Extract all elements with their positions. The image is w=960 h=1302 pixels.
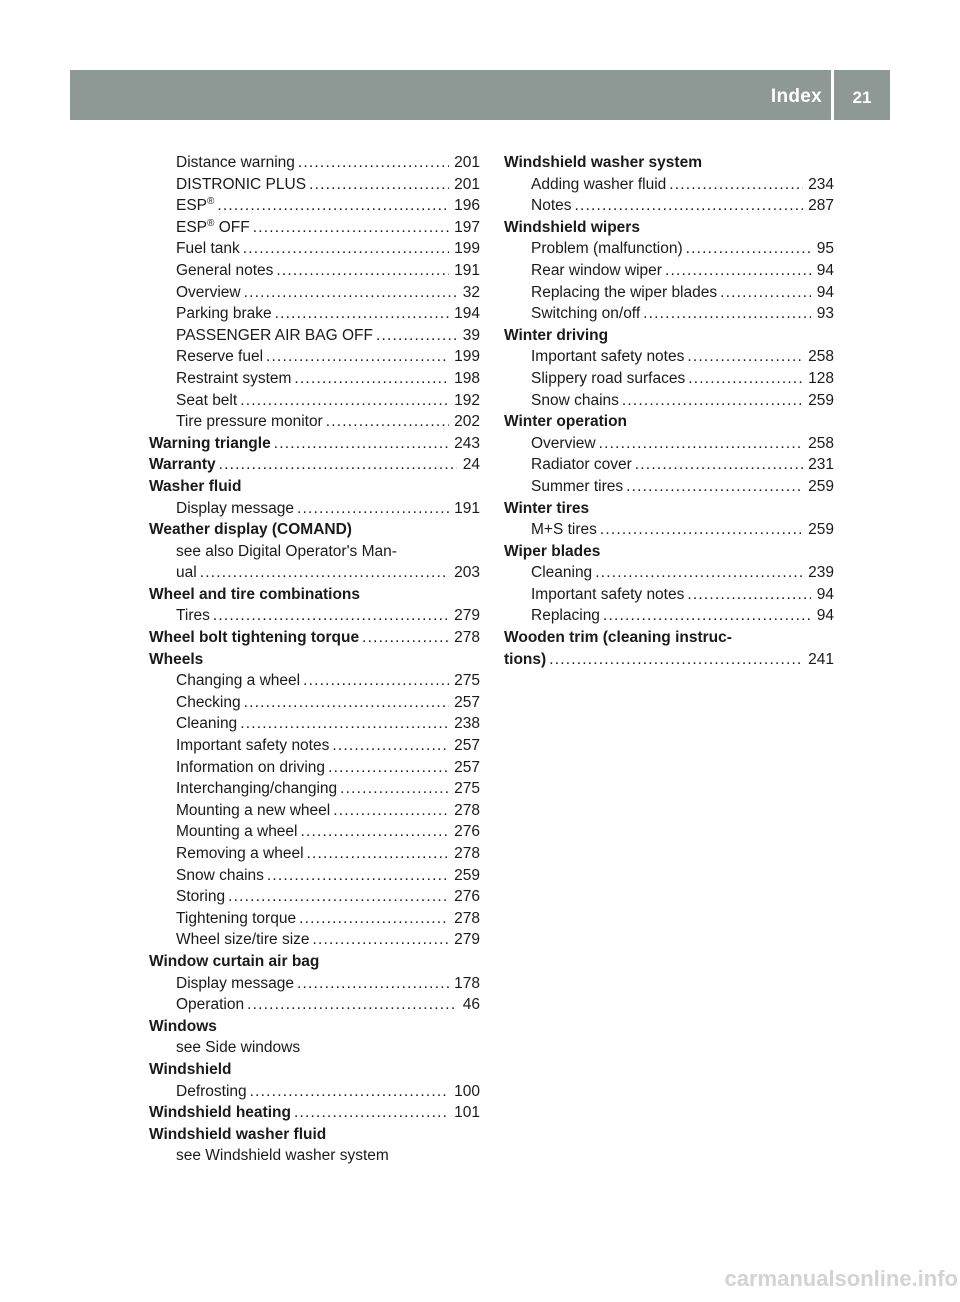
- index-subentry[interactable]: [504, 260, 834, 282]
- index-subentry[interactable]: [149, 735, 480, 757]
- entry-label: Display message: [176, 974, 295, 992]
- index-subentry[interactable]: [149, 605, 480, 627]
- entry-label: Adding washer fluid: [531, 175, 667, 193]
- entry-label: see also Digital Operator's Man-: [176, 542, 397, 560]
- index-subentry[interactable]: [149, 368, 480, 390]
- page-reference[interactable]: 194: [454, 305, 480, 323]
- dot-leader: [301, 821, 450, 843]
- entry-label: Windshield washer system: [504, 154, 702, 171]
- index-subentry[interactable]: [149, 843, 480, 865]
- page-reference[interactable]: 178: [454, 974, 480, 992]
- page-reference[interactable]: 94: [816, 607, 834, 625]
- page-reference[interactable]: 259: [808, 477, 834, 495]
- index-heading: [149, 1059, 480, 1081]
- index-subentry[interactable]: [504, 433, 834, 455]
- entry-label: see Windshield washer system: [176, 1147, 389, 1165]
- page-reference[interactable]: 279: [454, 607, 480, 625]
- page-reference[interactable]: 239: [808, 564, 834, 582]
- dot-leader: [228, 886, 449, 908]
- entry-label: Checking: [176, 693, 241, 711]
- page-reference[interactable]: 275: [454, 672, 480, 690]
- entry-label: Important safety notes: [531, 348, 685, 366]
- entry-label: Reserve fuel: [176, 348, 264, 366]
- index-column-left: [149, 152, 480, 1167]
- entry-label: Washer fluid: [149, 477, 242, 495]
- entry-label: Tires: [176, 607, 210, 625]
- dot-leader: [240, 390, 449, 412]
- entry-label: Parking brake: [176, 305, 272, 323]
- dot-leader: [219, 454, 457, 476]
- entry-label: Wiper blades: [504, 542, 601, 560]
- page-reference[interactable]: 278: [454, 845, 480, 862]
- index-heading: [149, 1124, 480, 1146]
- dot-leader: [376, 325, 457, 347]
- dot-leader: [332, 735, 449, 757]
- dot-leader: [686, 238, 811, 260]
- dot-leader: [250, 1081, 449, 1103]
- entry-label: Wooden trim (cleaning instruc-: [504, 629, 732, 647]
- index-heading: [149, 1016, 480, 1038]
- entry-label: Interchanging/changing: [176, 780, 338, 798]
- dot-leader: [247, 994, 457, 1016]
- page-reference[interactable]: 100: [454, 1082, 480, 1100]
- index-subentry[interactable]: [149, 303, 480, 325]
- entry-label: Windshield heating: [149, 1104, 291, 1122]
- index-subentry[interactable]: [149, 346, 480, 368]
- entry-label: Rear window wiper: [531, 261, 662, 279]
- page-reference[interactable]: 191: [454, 499, 480, 517]
- page-reference[interactable]: 258: [808, 348, 834, 366]
- page-reference[interactable]: 196: [454, 197, 480, 215]
- dot-leader: [275, 303, 449, 325]
- entry-label: Tire pressure monitor: [176, 413, 323, 431]
- page-reference[interactable]: 276: [454, 888, 480, 906]
- page-reference[interactable]: 238: [454, 715, 480, 733]
- index-heading: [504, 325, 834, 347]
- registered-mark: ®: [207, 217, 215, 229]
- entry-label: ESP® OFF: [176, 217, 250, 236]
- index-subentry[interactable]: [149, 692, 480, 714]
- dot-leader: [626, 476, 803, 498]
- page-reference[interactable]: 259: [808, 521, 834, 539]
- index-heading: [149, 519, 480, 541]
- dot-leader: [635, 454, 803, 476]
- dot-leader: [362, 627, 449, 649]
- index-subentry[interactable]: [149, 821, 480, 843]
- registered-mark: ®: [207, 196, 215, 208]
- page-reference[interactable]: 241: [808, 650, 834, 668]
- page-reference[interactable]: 94: [816, 585, 834, 603]
- index-subentry[interactable]: [149, 929, 480, 951]
- page-reference[interactable]: 202: [454, 413, 480, 431]
- index-subentry[interactable]: [504, 303, 834, 325]
- dot-leader: [665, 260, 811, 282]
- entry-label: Problem (malfunction): [531, 240, 683, 258]
- entry-label: Wheel and tire combinations: [149, 585, 360, 603]
- page-reference[interactable]: 231: [808, 456, 834, 474]
- dot-leader: [200, 562, 449, 584]
- index-heading[interactable]: [149, 627, 480, 649]
- dot-leader: [333, 800, 449, 822]
- page-reference[interactable]: 276: [454, 823, 480, 841]
- index-subentry[interactable]: [149, 670, 480, 692]
- dot-leader: [276, 260, 449, 282]
- page-reference[interactable]: 201: [454, 175, 480, 193]
- index-subentry[interactable]: [504, 584, 834, 606]
- page-reference[interactable]: 257: [454, 737, 480, 755]
- entry-label: Slippery road surfaces: [531, 369, 686, 387]
- dot-leader: [313, 929, 450, 951]
- index-subentry[interactable]: [149, 238, 480, 260]
- index-subentry: [149, 541, 480, 563]
- dot-leader: [687, 346, 803, 368]
- index-heading: [149, 951, 480, 973]
- dot-leader: [253, 217, 449, 239]
- dot-leader: [600, 519, 803, 541]
- dot-leader: [243, 238, 449, 260]
- index-subentry[interactable]: [149, 713, 480, 735]
- index-heading: [504, 411, 834, 433]
- dot-leader: [549, 649, 803, 671]
- index-heading: [504, 152, 834, 174]
- index-subentry: [149, 1037, 480, 1059]
- index-subentry[interactable]: [149, 865, 480, 887]
- index-heading: [504, 627, 834, 649]
- entry-label: Winter tires: [504, 499, 590, 517]
- dot-leader: [575, 195, 804, 217]
- entry-label: Mounting a new wheel: [176, 801, 331, 819]
- dot-leader: [244, 692, 450, 714]
- index-subentry[interactable]: [149, 217, 480, 239]
- entry-label: Windshield wipers: [504, 218, 640, 236]
- index-subentry[interactable]: [149, 994, 480, 1016]
- watermark: carmanualsonline.info: [724, 1266, 958, 1291]
- index-heading: [149, 649, 480, 671]
- dot-leader: [213, 605, 449, 627]
- entry-label: Windshield: [149, 1060, 232, 1078]
- entry-label: Distance warning: [176, 154, 295, 171]
- index-subentry[interactable]: [149, 908, 480, 930]
- section-title: Index: [770, 86, 822, 107]
- index-subentry[interactable]: [149, 411, 480, 433]
- index-subentry[interactable]: [149, 282, 480, 304]
- page-reference[interactable]: 279: [454, 931, 480, 949]
- page-reference[interactable]: 94: [816, 261, 834, 279]
- entry-label: Cleaning: [176, 715, 238, 733]
- index-subentry[interactable]: [504, 519, 834, 541]
- page-reference[interactable]: 275: [454, 780, 480, 798]
- dot-leader: [599, 433, 804, 455]
- index-heading[interactable]: [149, 454, 480, 476]
- index-subentry[interactable]: [149, 260, 480, 282]
- entry-label: Important safety notes: [176, 737, 330, 755]
- index-subentry[interactable]: [149, 152, 480, 174]
- index-subentry[interactable]: [149, 390, 480, 412]
- dot-leader: [307, 843, 450, 865]
- index-subentry[interactable]: [504, 605, 834, 627]
- entry-label: Winter operation: [504, 413, 628, 431]
- page-reference[interactable]: 258: [808, 434, 834, 452]
- index-heading: [504, 498, 834, 520]
- entry-label: Storing: [176, 888, 226, 906]
- entry-label: Weather display (COMAND): [149, 521, 352, 539]
- entry-label: Mounting a wheel: [176, 823, 298, 841]
- entry-label: Display message: [176, 499, 295, 517]
- dot-leader: [266, 346, 449, 368]
- entry-label: Wheel bolt tightening torque: [149, 629, 360, 647]
- entry-label: Wheels: [149, 650, 204, 668]
- entry-label: Removing a wheel: [176, 845, 304, 862]
- entry-label: ESP®: [176, 196, 215, 215]
- page-reference[interactable]: 93: [816, 305, 834, 323]
- index-subentry[interactable]: [504, 368, 834, 390]
- dot-leader: [326, 411, 449, 433]
- index-subentry[interactable]: [149, 800, 480, 822]
- entry-label: Winter driving: [504, 326, 609, 344]
- page-reference[interactable]: 257: [454, 693, 480, 711]
- entry-label: Radiator cover: [531, 456, 632, 474]
- page-number: 21: [852, 88, 872, 107]
- dot-leader: [274, 433, 449, 455]
- index-heading[interactable]: [149, 1102, 480, 1124]
- page-reference[interactable]: 203: [454, 564, 480, 582]
- dot-leader: [309, 174, 449, 196]
- entry-label: Fuel tank: [176, 240, 240, 258]
- index-heading: [149, 584, 480, 606]
- page-reference[interactable]: 191: [454, 261, 480, 279]
- index-subentry[interactable]: [504, 476, 834, 498]
- entry-label: Important safety notes: [531, 585, 685, 603]
- index-subentry[interactable]: [504, 346, 834, 368]
- page-reference[interactable]: 257: [454, 758, 480, 776]
- entry-label: Tightening torque: [176, 909, 297, 927]
- index-subentry[interactable]: [149, 1081, 480, 1103]
- page-reference[interactable]: 259: [454, 866, 480, 884]
- entry-label: Operation: [176, 996, 245, 1014]
- page-reference[interactable]: 24: [462, 456, 480, 474]
- page-reference[interactable]: 198: [454, 369, 480, 387]
- entry-label: Snow chains: [176, 866, 264, 884]
- dot-leader: [267, 865, 449, 887]
- index-subentry[interactable]: [149, 562, 480, 584]
- dot-leader: [688, 368, 803, 390]
- entry-label: Changing a wheel: [176, 672, 301, 690]
- index-subentry[interactable]: [149, 325, 480, 347]
- entry-label: Seat belt: [176, 391, 238, 409]
- page-reference[interactable]: 94: [816, 283, 834, 301]
- index-heading[interactable]: [149, 433, 480, 455]
- entry-label: Overview: [531, 434, 596, 452]
- header-divider: [831, 70, 834, 120]
- dot-leader: [303, 670, 449, 692]
- page-reference[interactable]: 259: [808, 391, 834, 409]
- page-reference[interactable]: 95: [816, 240, 834, 258]
- page-reference[interactable]: 234: [808, 175, 834, 193]
- dot-leader: [643, 303, 811, 325]
- index-heading: [149, 476, 480, 498]
- entry-label: Cleaning: [531, 564, 593, 582]
- index-subentry[interactable]: [149, 973, 480, 995]
- index-subentry[interactable]: [149, 886, 480, 908]
- index-subentry[interactable]: [504, 390, 834, 412]
- page-reference[interactable]: 278: [454, 801, 480, 819]
- page-reference[interactable]: 39: [462, 326, 480, 344]
- entry-label: tions): [504, 650, 547, 668]
- dot-leader: [298, 152, 449, 174]
- index-subentry[interactable]: [504, 562, 834, 584]
- index-heading: [504, 541, 834, 563]
- entry-label: PASSENGER AIR BAG OFF: [176, 326, 373, 344]
- page-reference[interactable]: 197: [454, 218, 480, 236]
- dot-leader: [217, 195, 449, 217]
- dot-leader: [297, 973, 449, 995]
- entry-label: Notes: [531, 197, 572, 215]
- page-reference[interactable]: 199: [454, 348, 480, 366]
- dot-leader: [669, 174, 803, 196]
- dot-leader: [294, 368, 449, 390]
- entry-label: Switching on/off: [531, 305, 641, 323]
- page-reference[interactable]: 278: [454, 629, 480, 647]
- index-subentry[interactable]: [504, 174, 834, 196]
- index-subentry[interactable]: [504, 282, 834, 304]
- entry-label: Wheel size/tire size: [176, 931, 310, 949]
- entry-label: Window curtain air bag: [149, 952, 320, 970]
- entry-label: Warning triangle: [149, 434, 271, 452]
- page-reference[interactable]: 201: [454, 154, 480, 171]
- dot-leader: [595, 562, 803, 584]
- page-reference[interactable]: 101: [454, 1104, 480, 1122]
- index-subentry[interactable]: [149, 757, 480, 779]
- dot-leader: [328, 757, 449, 779]
- index-subentry[interactable]: [504, 195, 834, 217]
- page-reference[interactable]: 287: [808, 197, 834, 215]
- dot-leader: [240, 713, 449, 735]
- dot-leader: [340, 778, 449, 800]
- entry-label: see Side windows: [176, 1039, 301, 1057]
- index-subentry[interactable]: [149, 174, 480, 196]
- page-reference[interactable]: 128: [808, 369, 834, 387]
- index-heading[interactable]: [504, 649, 834, 671]
- entry-label: Windshield washer fluid: [149, 1125, 327, 1143]
- entry-label: Restraint system: [176, 369, 292, 387]
- dot-leader: [299, 908, 449, 930]
- index-subentry: [149, 1145, 480, 1167]
- page-reference[interactable]: 46: [462, 996, 480, 1014]
- dot-leader: [294, 1102, 449, 1124]
- index-subentry[interactable]: [504, 454, 834, 476]
- index-subentry[interactable]: [149, 498, 480, 520]
- entry-label: Overview: [176, 283, 241, 301]
- page-reference[interactable]: 32: [462, 283, 480, 301]
- entry-label: Defrosting: [176, 1082, 247, 1100]
- page-reference[interactable]: 199: [454, 240, 480, 258]
- dot-leader: [244, 282, 457, 304]
- entry-label: Replacing: [531, 607, 600, 625]
- entry-label: Replacing the wiper blades: [531, 283, 718, 301]
- entry-label: Windows: [149, 1017, 217, 1035]
- dot-leader: [603, 605, 811, 627]
- index-column-right: [504, 152, 834, 670]
- index-heading: [504, 217, 834, 239]
- entry-label: Information on driving: [176, 758, 326, 776]
- entry-label: DISTRONIC PLUS: [176, 175, 307, 193]
- entry-label: Snow chains: [531, 391, 619, 409]
- dot-leader: [720, 282, 811, 304]
- entry-label: M+S tires: [531, 521, 597, 539]
- dot-leader: [297, 498, 449, 520]
- page-reference[interactable]: 192: [454, 391, 480, 409]
- index-subentry[interactable]: [149, 195, 480, 217]
- page-reference[interactable]: 243: [454, 434, 480, 452]
- entry-label: General notes: [176, 261, 274, 279]
- dot-leader: [687, 584, 811, 606]
- entry-label: ual: [176, 564, 197, 582]
- entry-label: Warranty: [149, 456, 216, 474]
- entry-label: Summer tires: [531, 477, 624, 495]
- dot-leader: [622, 390, 803, 412]
- index-subentry[interactable]: [504, 238, 834, 260]
- index-subentry[interactable]: [149, 778, 480, 800]
- page-reference[interactable]: 278: [454, 909, 480, 927]
